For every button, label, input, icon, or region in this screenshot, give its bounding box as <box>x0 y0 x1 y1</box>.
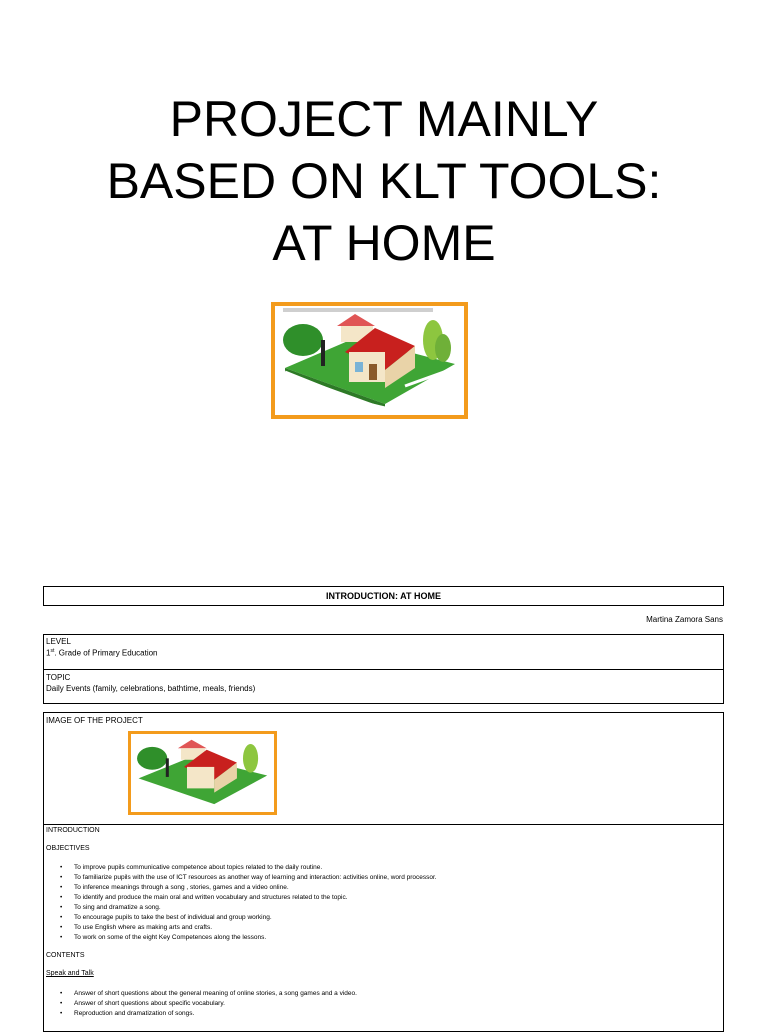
list-item: • To identify and produce the main oral and written vocabulary and structures related to the topic. <box>74 893 437 903</box>
topic-row <box>44 670 723 705</box>
objectives-label: OBJECTIVES <box>46 845 90 852</box>
house-image-large <box>271 302 468 419</box>
objectives-list <box>54 863 437 943</box>
topic-value: Daily Events (family, celebrations, bathtime, meals, friends) <box>46 684 256 693</box>
list-item: • To work on some of the eight Key Competences along the lessons. <box>74 933 437 943</box>
author-name: Martina Zamora Sans <box>646 615 723 624</box>
topic-label: TOPIC <box>46 673 71 682</box>
list-item: • To improve pupils communicative competence about topics related to the daily routine. <box>74 863 437 873</box>
title-line-3: AT HOME <box>272 215 496 271</box>
project-details-table <box>43 712 724 1032</box>
image-label: IMAGE OF THE PROJECT <box>46 716 143 725</box>
level-row <box>44 635 723 670</box>
list-item: • To familiarize pupils with the use of ICT resources as another way of learning and interaction: activities online, word processor. <box>74 873 437 883</box>
level-topic-table <box>43 634 724 704</box>
list-item: • To inference meanings through a song , stories, games and a video online. <box>74 883 437 893</box>
title-line-2: BASED ON KLT TOOLS: <box>106 153 662 209</box>
introduction-label: INTRODUCTION <box>46 827 100 834</box>
level-label: LEVEL <box>46 637 71 646</box>
house-illustration <box>275 306 464 415</box>
contents-label: CONTENTS <box>46 952 85 959</box>
image-row <box>44 713 723 825</box>
speak-and-talk-heading: Speak and Talk <box>46 970 94 977</box>
grade-text: . Grade of Primary Education <box>54 648 158 658</box>
introduction-header: INTRODUCTION: AT HOME <box>43 586 724 606</box>
list-item: • To sing and dramatize a song. <box>74 903 437 913</box>
list-item: • Answer of short questions about the general meaning of online stories, a song games and a video. <box>74 989 357 999</box>
house-illustration-small <box>131 734 274 812</box>
page-title <box>0 88 768 274</box>
list-item: • To use English where as making arts and crafts. <box>74 923 437 933</box>
title-line-1: PROJECT MAINLY <box>169 91 599 147</box>
list-item: • Answer of short questions about specific vocabulary. <box>74 999 357 1009</box>
list-item: • To encourage pupils to take the best of individual and group working. <box>74 913 437 923</box>
grade-number: 1 <box>46 648 51 658</box>
level-value <box>46 648 158 658</box>
house-image-small <box>128 731 277 815</box>
speak-list <box>54 989 357 1019</box>
list-item: • Reproduction and dramatization of songs. <box>74 1009 357 1019</box>
grade-superscript: st <box>50 648 55 654</box>
